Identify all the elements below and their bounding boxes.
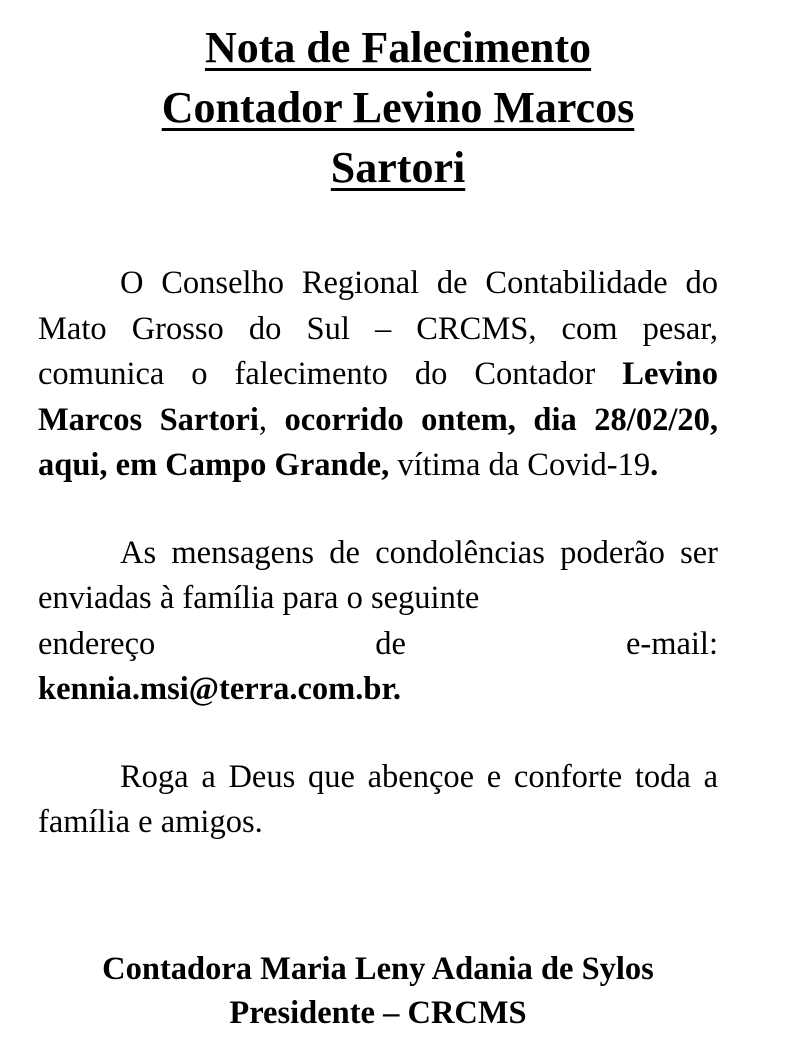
signature-role: Presidente – CRCMS [229,995,527,1031]
page-title [78,18,718,198]
contact-email: kennia.msi@terra.com.br. [38,671,402,707]
announcement-text-c: vítima da Covid-19 [389,447,651,483]
signature-block [0,947,756,1035]
paragraph-announcement [38,261,718,489]
signature-name: Contadora Maria Leny Adania de Sylos [102,951,654,987]
condolences-address-line: endereço de e-mail: [38,625,718,662]
title-line-3: Sartori [330,143,466,192]
paragraph-condolences [38,531,718,713]
title-line-2: Contador Levino Marcos [161,83,635,132]
death-details: ocorrido ontem, dia 28/02/20, aqui, em Campo Grande, [38,401,718,483]
condolences-text-a: As mensagens de condolências poderão ser enviadas à família para o seguinte [38,534,718,616]
announcement-end: . [650,447,659,483]
paragraph-blessing [38,755,718,846]
deceased-name: Levino Marcos Sartori [38,356,718,438]
title-line-1: Nota de Falecimento [204,23,592,72]
announcement-text-b: , [258,401,285,438]
blessing-text: Roga a Deus que abençoe e conforte toda a família e amigos. [38,758,718,840]
announcement-text-a: O Conselho Regional de Contabilidade do Mato Grosso do Sul – CRCMS, com pesar, comunica o falecimento do Contador [38,265,718,392]
